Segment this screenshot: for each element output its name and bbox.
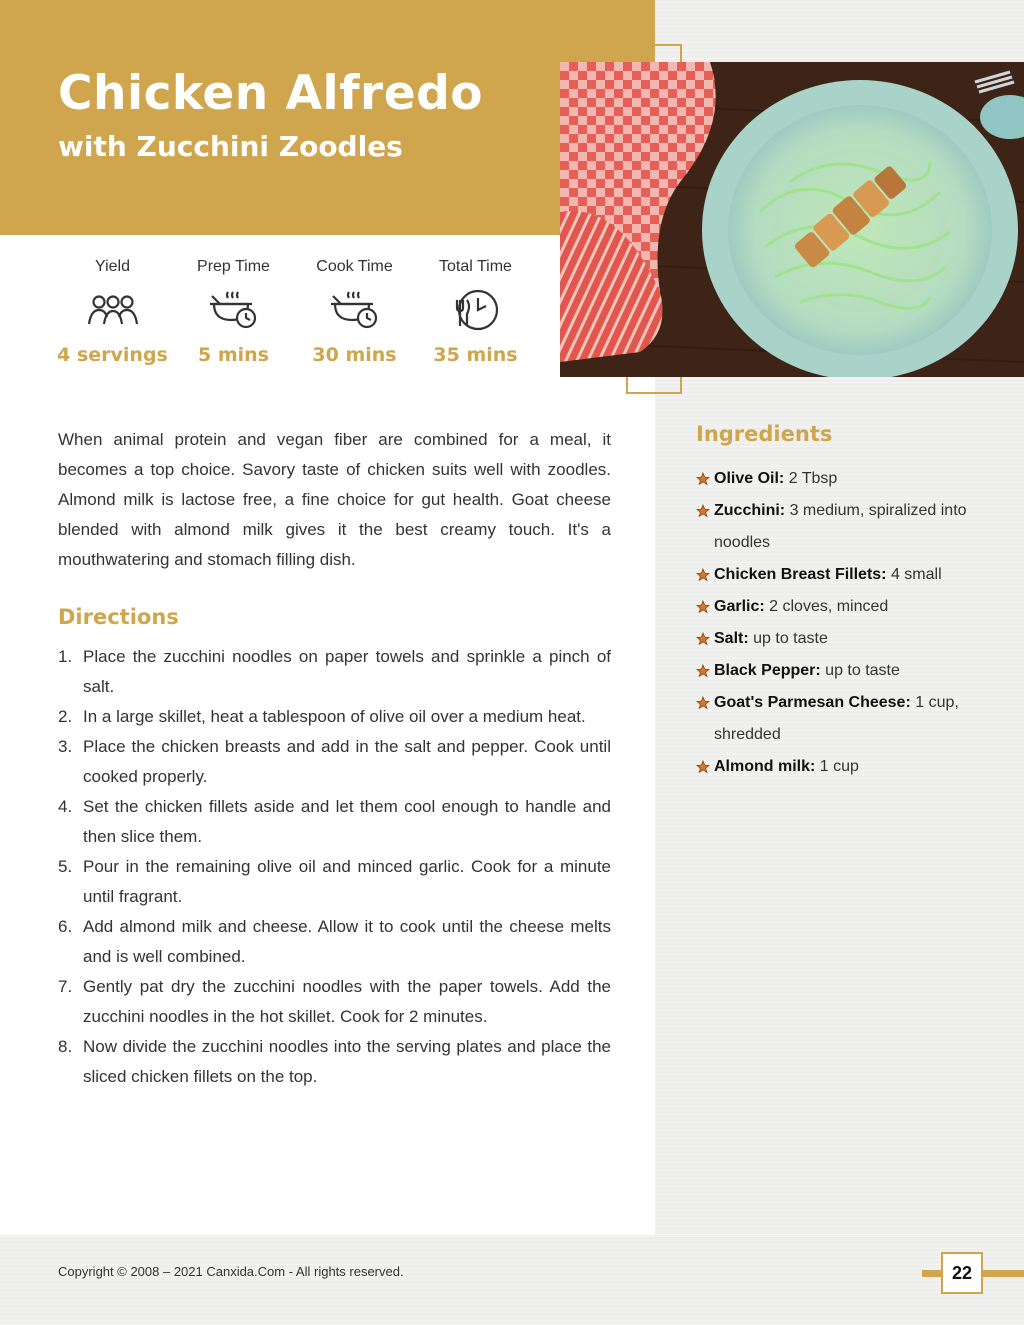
page-title: Chicken Alfredo (58, 66, 484, 121)
people-icon (52, 282, 173, 338)
ingredient-item: Zucchini: 3 medium, spiralized into noodles (696, 495, 996, 559)
stat-total-time (415, 258, 536, 373)
direction-step: 4. Set the chicken fillets aside and let them cool enough to handle and then slice them. (58, 797, 611, 846)
ingredients-heading: Ingredients (696, 422, 833, 446)
ingredients-list (696, 463, 996, 783)
direction-step: 5. Pour in the remaining olive oil and minced garlic. Cook for a minute until fragrant. (58, 857, 611, 906)
direction-step: 7. Gently pat dry the zucchini noodles with the paper towels. Add the zucchini noodles in the hot skillet. Cook for 2 minutes. (58, 977, 611, 1026)
copyright-text: Copyright © 2008 – 2021 Canxida.Com - All rights reserved. (58, 1264, 404, 1279)
stat-prep-time (173, 258, 294, 373)
footer-band (0, 1235, 1024, 1325)
star-icon (696, 504, 710, 518)
page-subtitle: with Zucchini Zoodles (58, 130, 403, 163)
clock-cutlery-icon (415, 282, 536, 338)
stat-label: Yield (95, 258, 130, 275)
title-block (0, 0, 655, 235)
stat-value: 30 mins (312, 344, 397, 366)
star-icon (696, 472, 710, 486)
direction-step: 8. Now divide the zucchini noodles into the serving plates and place the sliced chicken fillets on the top. (58, 1037, 611, 1086)
dish-photo (560, 62, 1024, 377)
ingredient-item: Garlic: 2 cloves, minced (696, 591, 996, 623)
star-icon (696, 568, 710, 582)
ingredient-item: Black Pepper: up to taste (696, 655, 996, 687)
pan-timer-icon (173, 282, 294, 338)
star-icon (696, 664, 710, 678)
pan-timer-icon (294, 282, 415, 338)
direction-step: 6. Add almond milk and cheese. Allow it to cook until the cheese melts and is well combined. (58, 917, 611, 966)
ingredient-item: Goat's Parmesan Cheese: 1 cup, shredded (696, 687, 996, 751)
ingredient-item: Olive Oil: 2 Tbsp (696, 463, 996, 495)
directions-heading: Directions (58, 605, 179, 629)
star-icon (696, 632, 710, 646)
directions-list (58, 642, 611, 1092)
stat-cook-time (294, 258, 415, 373)
direction-step: 1. Place the zucchini noodles on paper towels and sprinkle a pinch of salt. (58, 647, 611, 696)
stat-value: 35 mins (433, 344, 518, 366)
recipe-intro: When animal protein and vegan fiber are combined for a meal, it becomes a top choice. Savory taste of chicken suits well with zoodles. Almond milk is lactose free, a fine choice for gut health. Goat cheese blended with almond milk gives it the best creamy touch. It's a mouthwatering and stomach filling dish. (58, 430, 611, 569)
star-icon (696, 760, 710, 774)
stat-value: 5 mins (198, 344, 269, 366)
page-number: 22 (941, 1252, 983, 1294)
direction-step: 2. In a large skillet, heat a tablespoon of olive oil over a medium heat. (58, 707, 586, 726)
ingredient-item: Almond milk: 1 cup (696, 751, 996, 783)
ingredient-item: Salt: up to taste (696, 623, 996, 655)
star-icon (696, 600, 710, 614)
stat-value: 4 servings (57, 344, 168, 366)
ingredient-item: Chicken Breast Fillets: 4 small (696, 559, 996, 591)
stat-label: Cook Time (316, 258, 393, 275)
stat-yield (52, 258, 173, 373)
dish-illustration (560, 62, 1024, 377)
star-icon (696, 696, 710, 710)
direction-step: 3. Place the chicken breasts and add in the salt and pepper. Cook until cooked properly. (58, 737, 611, 786)
recipe-stats (52, 258, 536, 373)
stat-label: Prep Time (197, 258, 270, 275)
stat-label: Total Time (439, 258, 512, 275)
